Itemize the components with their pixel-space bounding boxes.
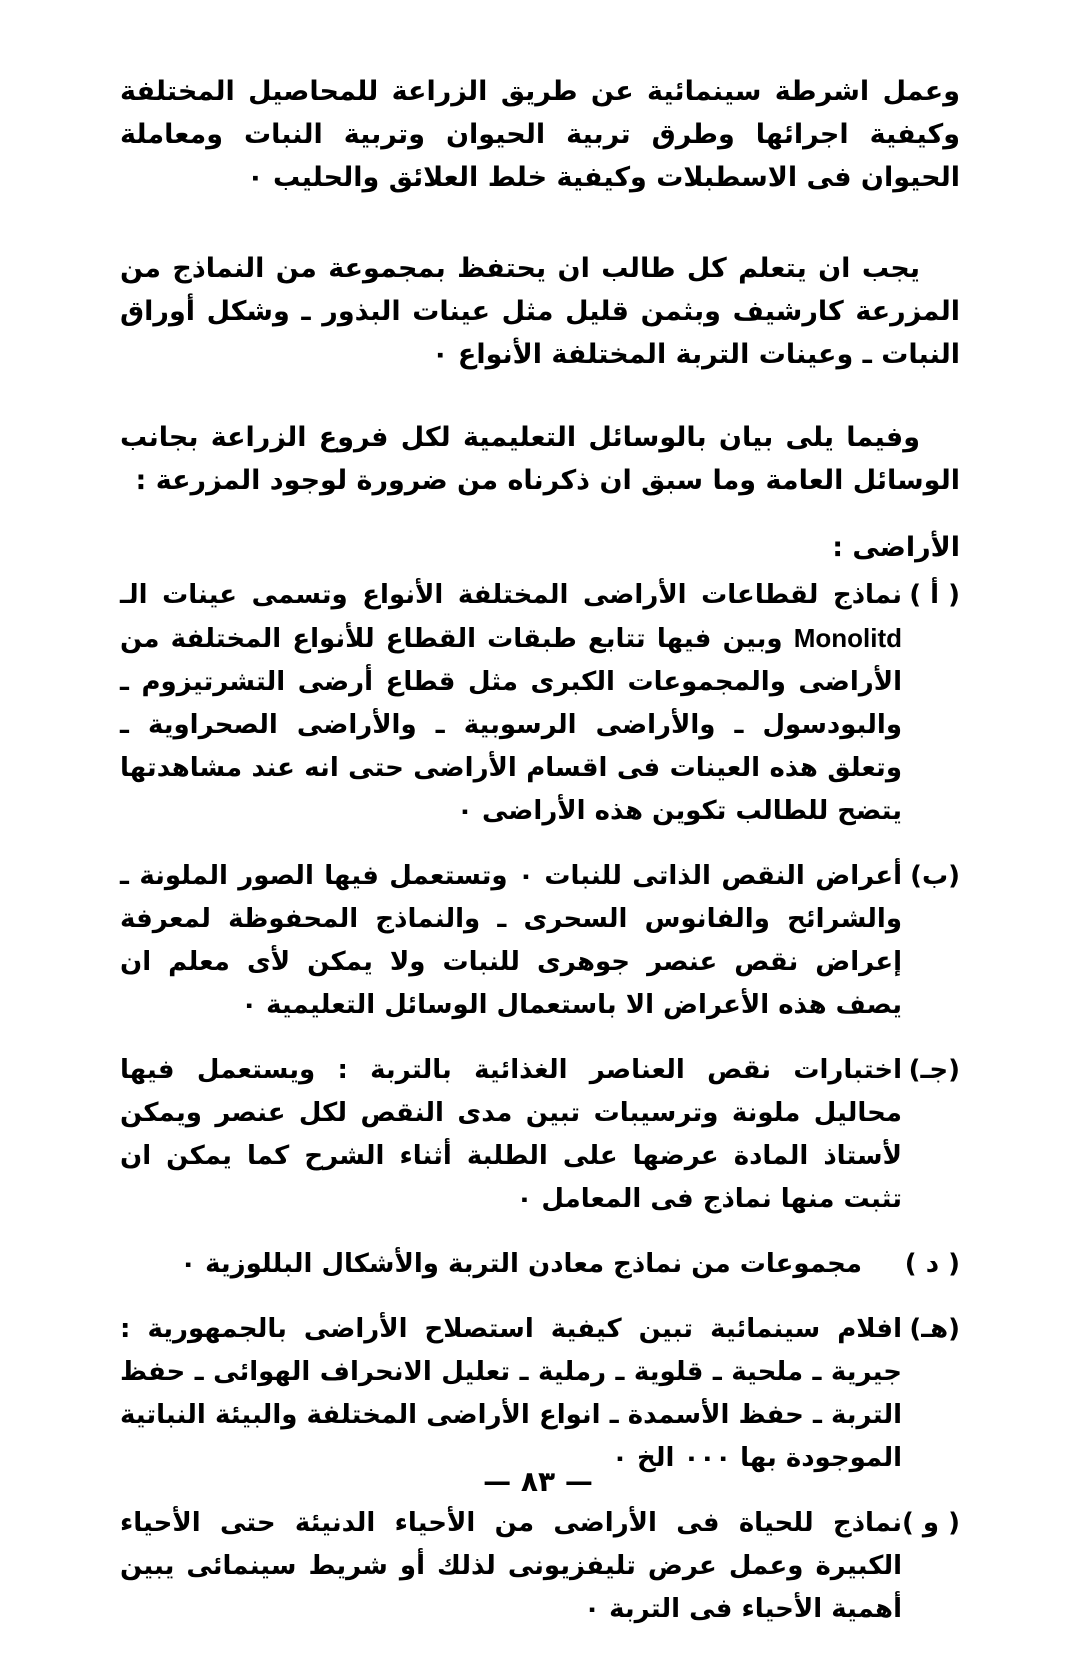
item-label: ( د ) bbox=[904, 1249, 960, 1279]
item-text-before: نماذج لقطاعات الأراضى المختلفة الأنواع وتسمى عينات الـ bbox=[120, 580, 902, 610]
list-item-d bbox=[120, 1243, 960, 1286]
item-label: ( و ) bbox=[901, 1508, 960, 1538]
paragraph-films: وعمل اشرطة سينمائية عن طريق الزراعة للمحاصيل المختلفة وكيفية اجرائها وطرق تربية الحيوان وتربية النبات ومعاملة الحيوان فى الاسطبلات وكيفية خلط العلائق والحليب ٠ bbox=[120, 76, 960, 193]
item-text-after: وبين فيها تتابع طبقات القطاع للأنواع المختلفة من الأراضى والمجموعات الكبرى مثل قطاع أرضى التشرتيزوم ـ والبودسول ـ والأراضى الرسوبية ـ والأراضى الصحراوية ـ وتعلق هذه العينات فى اقسام الأراضى حتى انه عند مشاهدتها يتضح للطالب تكوين هذه الأراضى ٠ bbox=[120, 624, 902, 826]
paragraph-intro: وفيما يلى بيان بالوسائل التعليمية لكل فروع الزراعة بجانب الوسائل العامة وما سبق ان ذكرناه من ضرورة لوجود المزرعة : bbox=[120, 422, 960, 496]
item-label: (هـ) bbox=[909, 1314, 960, 1344]
list-item-c bbox=[120, 1049, 960, 1221]
item-label: ( أ ) bbox=[909, 580, 960, 610]
paragraph-samples: يجب ان يتعلم كل طالب ان يحتفظ بمجموعة من النماذج من المزرعة كارشيف وبثمن قليل مثل عينات البذور ـ وشكل أوراق النبات ـ وعينات التربة المختلفة الأنواع ٠ bbox=[120, 253, 960, 370]
list-item-e bbox=[120, 1308, 960, 1480]
list-item-a bbox=[120, 574, 960, 833]
list-item-b bbox=[120, 855, 960, 1027]
item-text: أعراض النقص الذاتى للنبات ٠ وتستعمل فيها الصور الملونة ـ والشرائح والفانوس السحرى ـ والنماذج المحفوظة لمعرفة إعراض نقص عنصر جوهرى للنبات ولا يمكن لأى معلم ان يصف هذه الأعراض الا باستعمال الوسائل التعليمية ٠ bbox=[120, 861, 902, 1020]
latin-term: Monolitd bbox=[793, 623, 902, 653]
item-text: اختبارات نقص العناصر الغذائية بالتربة : ويستعمل فيها محاليل ملونة وترسيبات تبين مدى النقص لكل عنصر ويمكن لأستاذ المادة عرضها على الطلبة أثناء الشرح كما يمكن ان تثبت منها نماذج فى المعامل ٠ bbox=[120, 1055, 902, 1214]
item-label: (جـ) bbox=[908, 1055, 960, 1085]
list-item-f bbox=[120, 1502, 960, 1631]
item-text: مجموعات من نماذج معادن التربة والأشكال البللوزية ٠ bbox=[180, 1249, 862, 1279]
item-text: افلام سينمائية تبين كيفية استصلاح الأراضى بالجمهورية : جيرية ـ ملحية ـ قلوية ـ رملية ـ تعليل الانحراف الهوائى ـ حفظ التربة ـ حفظ الأسمدة ـ انواع الأراضى المختلفة والبيئة النباتية الموجودة بها ٠٠٠ الخ ٠ bbox=[120, 1314, 902, 1473]
item-text: نماذج للحياة فى الأراضى من الأحياء الدنيئة حتى الأحياء الكبيرة وعمل عرض تليفزيونى لذلك أو شريط سينمائى يبين أهمية الأحياء فى التربة ٠ bbox=[120, 1508, 902, 1624]
page-content bbox=[120, 70, 960, 1653]
item-text bbox=[120, 574, 902, 833]
section-heading: الأراضى : bbox=[832, 532, 960, 563]
page-number: — ٨٣ — bbox=[483, 1465, 593, 1498]
item-label: (ب) bbox=[910, 861, 960, 891]
